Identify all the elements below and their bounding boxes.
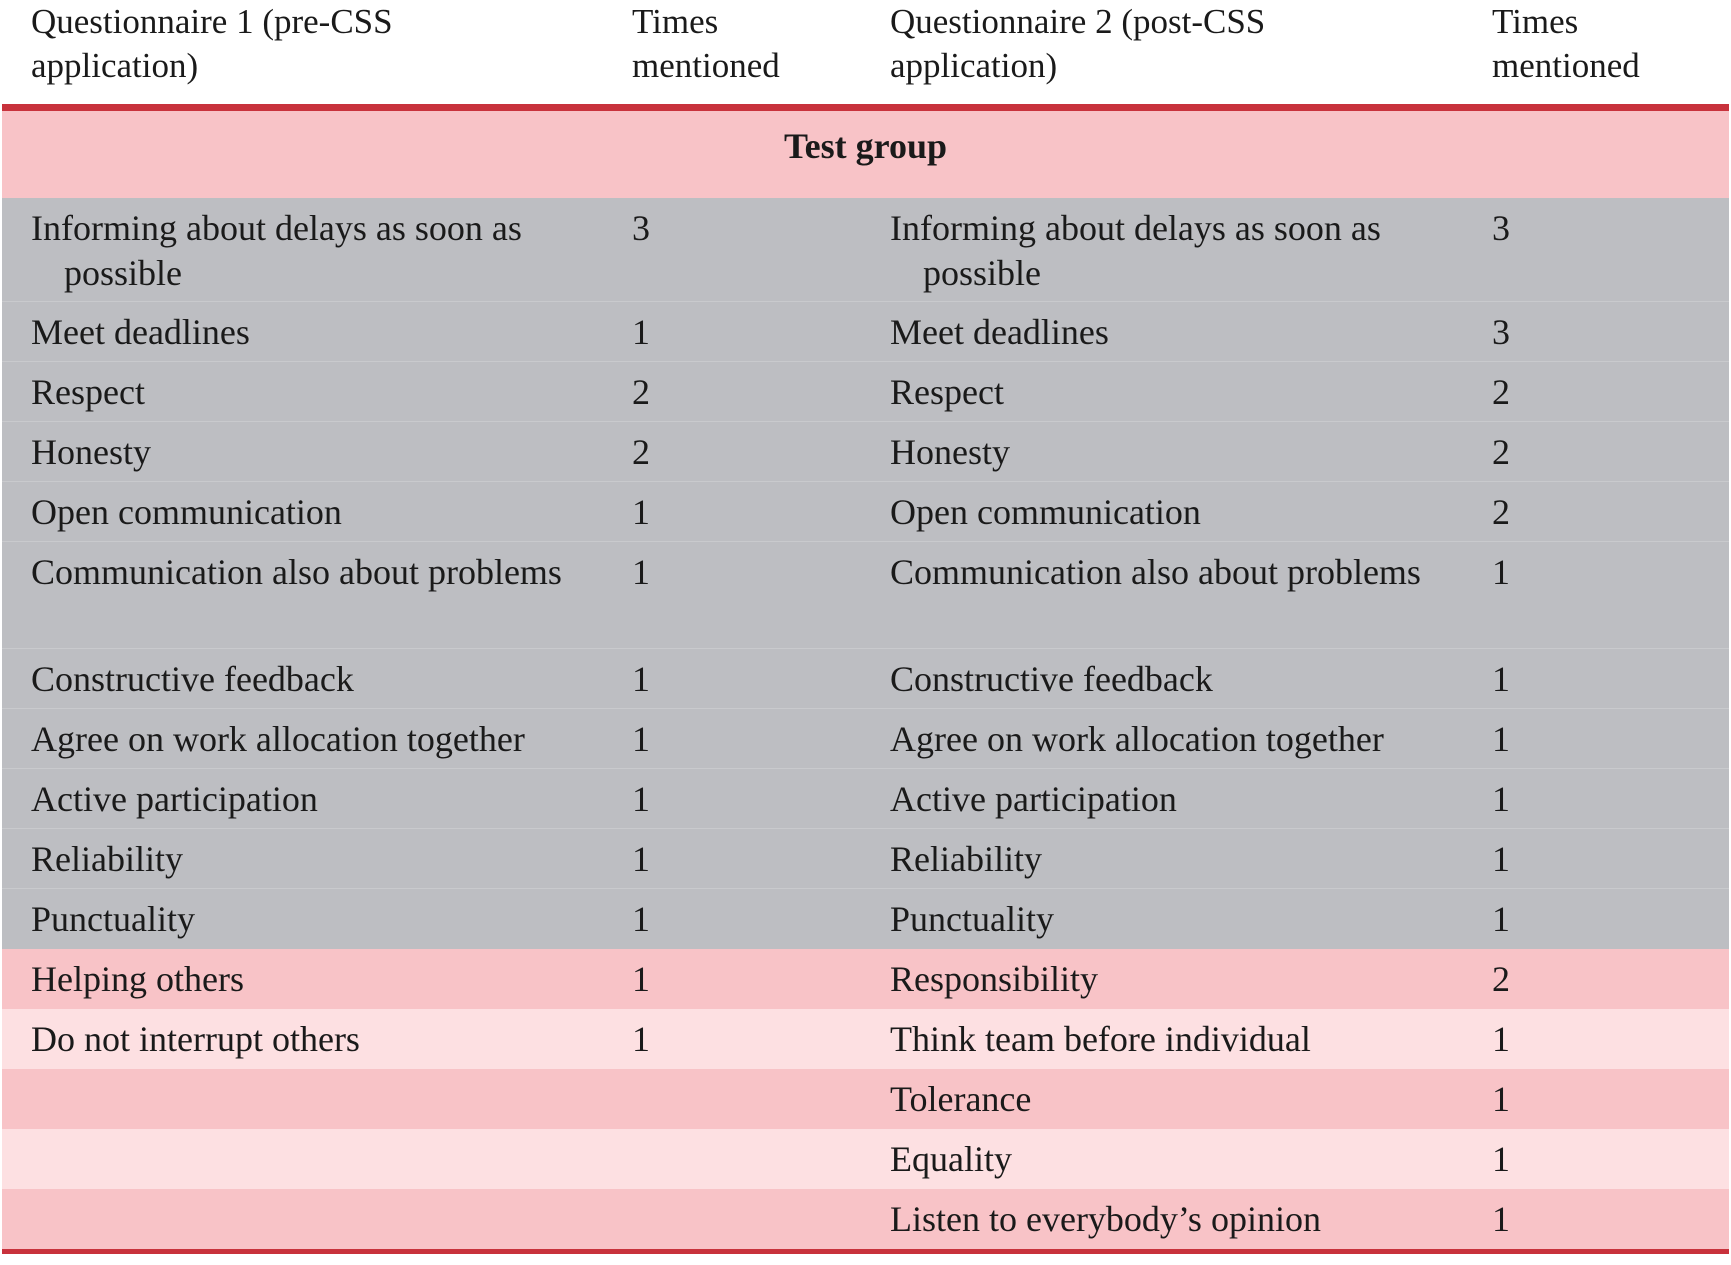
table-row [2, 1129, 1729, 1189]
q2-item: Tolerance [890, 1079, 1032, 1119]
table-row [2, 949, 1729, 1009]
table-row [2, 709, 1729, 769]
header-times-mentioned-2: Times mentioned [1492, 2, 1640, 85]
q2-count: 1 [1492, 1019, 1510, 1059]
q2-count: 1 [1492, 719, 1510, 759]
q2-count: 2 [1492, 959, 1510, 999]
q1-item: Communication also about problems [31, 552, 562, 592]
q1-item: Active participation [31, 779, 318, 819]
q2-item: Meet deadlines [890, 312, 1109, 352]
q2-item: Honesty [890, 432, 1010, 472]
q2-item: Respect [890, 372, 1004, 412]
table-row [2, 829, 1729, 889]
q2-count: 1 [1492, 899, 1510, 939]
header-times-mentioned-1: Times mentioned [632, 2, 780, 85]
q1-count: 2 [632, 372, 650, 412]
q1-count: 1 [632, 899, 650, 939]
q1-item: Do not interrupt others [31, 1019, 360, 1059]
q2-count: 2 [1492, 492, 1510, 532]
table-row [2, 362, 1729, 422]
q2-count: 3 [1492, 208, 1510, 248]
q2-item: Agree on work allocation together [890, 719, 1384, 759]
q2-item: Communication also about problems [890, 552, 1421, 592]
q1-count: 1 [632, 552, 650, 592]
table-row [2, 542, 1729, 649]
table-header [2, 0, 1729, 111]
q2-count: 1 [1492, 1079, 1510, 1119]
q2-item: Informing about delays as soon as possible [890, 208, 1381, 293]
table-row [2, 482, 1729, 542]
q1-count: 1 [632, 839, 650, 879]
q1-item: Meet deadlines [31, 312, 250, 352]
q2-item: Listen to everybody’s opinion [890, 1199, 1321, 1239]
table-row [2, 1189, 1729, 1249]
q1-count: 1 [632, 779, 650, 819]
q2-item: Open communication [890, 492, 1201, 532]
q1-count: 1 [632, 492, 650, 532]
q2-item: Responsibility [890, 959, 1099, 999]
q1-count: 1 [632, 312, 650, 352]
q2-count: 3 [1492, 312, 1510, 352]
bottom-rule [2, 1249, 1729, 1254]
q2-count: 1 [1492, 1199, 1510, 1239]
table-row [2, 769, 1729, 829]
table-row [2, 1069, 1729, 1129]
q1-count: 1 [632, 1019, 650, 1059]
q1-count: 1 [632, 719, 650, 759]
q2-count: 2 [1492, 372, 1510, 412]
q1-count: 1 [632, 959, 650, 999]
q2-item: Punctuality [890, 899, 1054, 939]
q2-count: 2 [1492, 432, 1510, 472]
group-label: Test group [2, 111, 1729, 198]
table-row [2, 889, 1729, 949]
q2-item: Reliability [890, 839, 1042, 879]
q1-item: Punctuality [31, 899, 195, 939]
q1-item: Open communication [31, 492, 342, 532]
q1-item: Agree on work allocation together [31, 719, 525, 759]
table-row [2, 302, 1729, 362]
q1-item: Constructive feedback [31, 659, 354, 699]
q2-count: 1 [1492, 659, 1510, 699]
q1-count: 2 [632, 432, 650, 472]
q1-item: Helping others [31, 959, 244, 999]
table-row [2, 198, 1729, 302]
comparison-table [2, 0, 1729, 1254]
q1-count: 1 [632, 659, 650, 699]
q2-count: 1 [1492, 839, 1510, 879]
header-questionnaire-2: Questionnaire 2 (post-CSS application) [890, 2, 1266, 85]
q1-item: Reliability [31, 839, 183, 879]
q2-item: Active participation [890, 779, 1177, 819]
header-questionnaire-1: Questionnaire 1 (pre-CSS application) [31, 2, 393, 85]
q1-count: 3 [632, 208, 650, 248]
q2-item: Think team before individual [890, 1019, 1311, 1059]
q2-item: Constructive feedback [890, 659, 1213, 699]
table-row [2, 1009, 1729, 1069]
table-row [2, 422, 1729, 482]
q2-count: 1 [1492, 779, 1510, 819]
q2-count: 1 [1492, 1139, 1510, 1179]
q2-item: Equality [890, 1139, 1012, 1179]
q1-item: Respect [31, 372, 145, 412]
q2-count: 1 [1492, 552, 1510, 592]
q1-item: Honesty [31, 432, 151, 472]
table-row [2, 649, 1729, 709]
q1-item: Informing about delays as soon as possible [31, 208, 522, 293]
